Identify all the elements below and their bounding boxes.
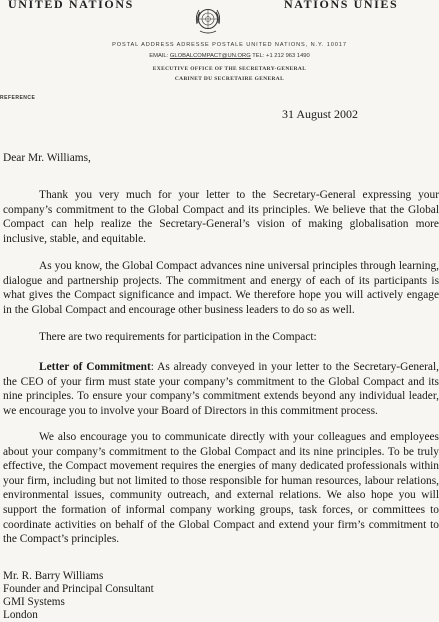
paragraph-3: There are two requirements for participation in the Compact: — [39, 331, 317, 343]
recipient-city: London — [3, 609, 38, 621]
commitment-heading: Letter of Commitment — [39, 361, 151, 373]
email-link[interactable]: GLOBALCOMPACT@UN.ORG — [169, 53, 251, 59]
recipient-company: GMI Systems — [3, 596, 65, 608]
telephone: TEL: +1 212 963 1490 — [250, 53, 310, 59]
contact-line — [0, 53, 439, 59]
postal-address: POSTAL ADDRESS ADRESSE POSTALE UNITED NATIONS, N.Y. 10017 — [112, 42, 347, 48]
reference-label: REFERENCE — [0, 95, 36, 101]
org-name-en: UNITED NATIONS — [8, 0, 134, 11]
office-name-en: EXECUTIVE OFFICE OF THE SECRETARY-GENERAL — [152, 66, 307, 72]
recipient-name: Mr. R. Barry Williams — [3, 570, 104, 582]
office-name-fr: CABINET DU SECRETAIRE GENERAL — [174, 76, 285, 82]
email-label: EMAIL: — [149, 53, 170, 59]
un-emblem-icon — [192, 4, 224, 36]
paragraph-4: Letter of Commitment: As already conveyed in your letter to the Secretary-General, the CEO of your firm must state your company’s commitment to the Global Compact and its nine principles. To ensure your company’s commitment extends beyond any individual leader, we encourage you to involve your Board of Directors in this commitment process. — [3, 361, 439, 417]
org-name-fr: NATIONS UNIES — [284, 0, 399, 11]
letter-date: 31 August 2002 — [282, 107, 359, 121]
recipient-title: Founder and Principal Consultant — [3, 583, 154, 595]
paragraph-2: As you know, the Global Compact advances nine universal principles through learning, dialogue and partnership projects. The commitment and energy of each of its participants is what gives the Compact significance and impact. We therefore hope you will actively engage in the Global Compact and encourage other business leaders to do so as well. — [3, 260, 439, 316]
recipient-address — [3, 570, 154, 622]
paragraph-1: Thank you very much for your letter to the Secretary-General expressing your company’s commitment to the Global Compact and its principles. We believe that the Global Compact can help realize the Secretary-General’s vision of making globalisation more inclusive, stable, and equitable. — [3, 189, 439, 245]
salutation: Dear Mr. Williams, — [3, 152, 91, 164]
paragraph-5: We also encourage you to communicate directly with your colleagues and employees about your company’s commitment to the Global Compact and its nine principles. To be truly effective, the Compact movement requires the energies of many dedicated professionals within your firm, including but not limited to those responsible for human resources, labour relations, environmental issues, community outreach, and external relations. We also hope you will support the formation of informal company working groups, task forces, or committees to coordinate activities on behalf of the Global Compact and extend your firm’s commitment to the Compact’s principles. — [3, 431, 439, 546]
